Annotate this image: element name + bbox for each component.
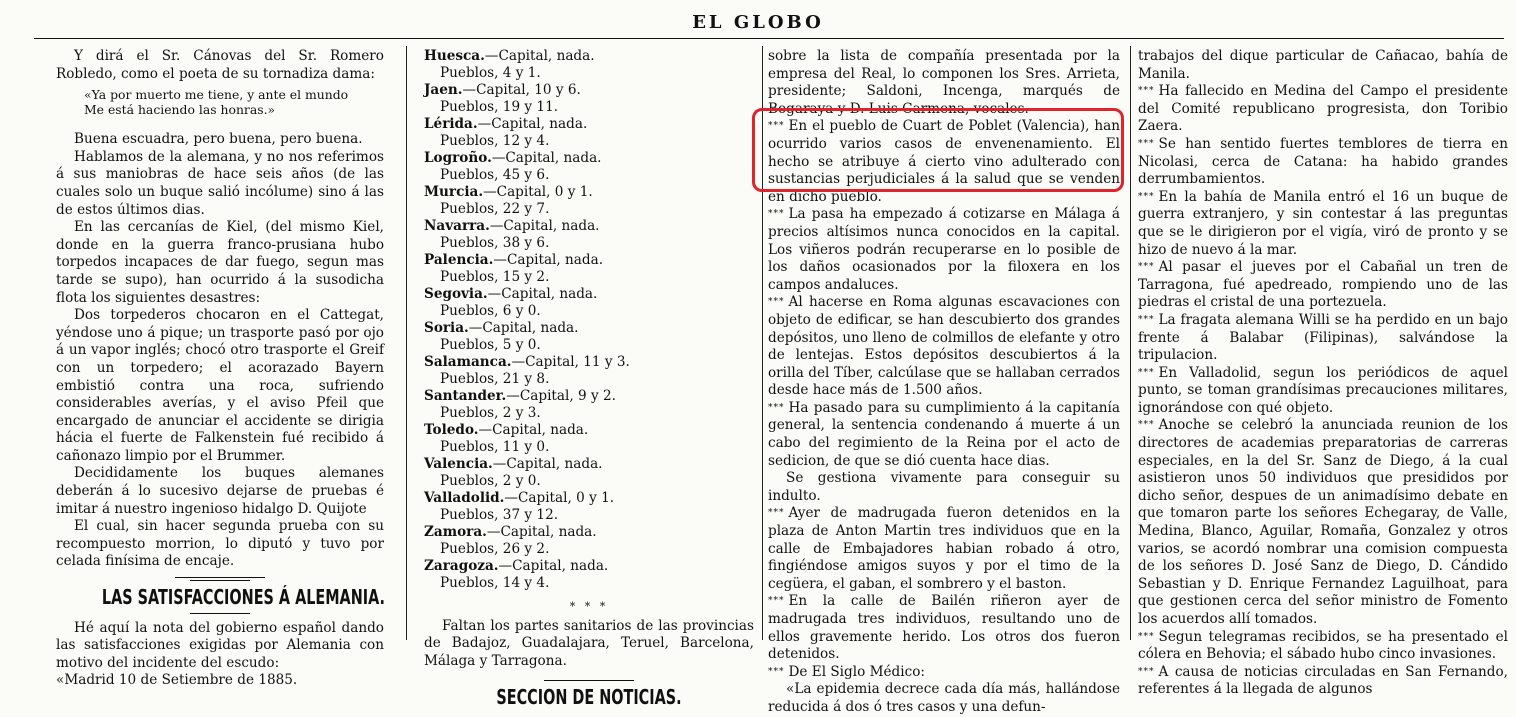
province-capital: —Capital, 0 y 1. <box>504 490 615 506</box>
dateline: «Madrid 10 de Setiembre de 1885. <box>56 672 298 689</box>
province-name: Valladolid. <box>424 490 505 506</box>
separator <box>544 680 634 681</box>
province-pueblos: Pueblos, 19 y 11. <box>440 99 559 115</box>
province-name: Palencia. <box>424 252 494 268</box>
province-entry <box>424 48 754 82</box>
province-entry <box>424 320 754 354</box>
province-name: Navarra. <box>424 218 490 234</box>
province-name: Huesca. <box>424 48 485 64</box>
province-name: Soria. <box>424 320 469 336</box>
province-pueblos: Pueblos, 15 y 2. <box>440 269 550 285</box>
masthead: EL GLOBO <box>692 12 824 33</box>
paragraph: «La epidemia decrece cada día más, hallándose reducida á dos ó tres casos y una defun- <box>768 681 1120 715</box>
paragraph: Decididamente los buques alemanes deberán á lo sucesivo dejarse de pruebas é imitar á nuestro ingenioso hidalgo D. Quijote <box>56 465 384 517</box>
province-name: Salamanca. <box>424 354 512 370</box>
province-name: Jaen. <box>424 82 463 98</box>
news-item: La pasa ha empezado á cotizarse en Málaga á precios altísimos nunca conocidos en la capital. Los viñeros podrán recuperarse en lo posible de los daños ocasionados por la filoxera en los campos andaluces. <box>768 206 1120 293</box>
asterism-icon: *** <box>1138 631 1155 642</box>
province-entry <box>424 422 754 456</box>
province-capital: —Capital, nada. <box>468 320 579 336</box>
province-entry <box>424 490 754 524</box>
verse-line: «Ya por muerto me tiene, y ante el mundo <box>84 87 349 103</box>
column-2 <box>424 48 754 710</box>
province-name: Logroño. <box>424 150 492 166</box>
column-rule <box>406 46 407 640</box>
province-capital: —Capital, nada. <box>498 558 609 574</box>
section-headline: SECCION DE NOTICIAS. <box>496 685 682 710</box>
paragraph: Se gestiona vivamente para conseguir su indulto. <box>768 470 1120 504</box>
province-pueblos: Pueblos, 12 y 4. <box>440 133 550 149</box>
province-pueblos: Pueblos, 45 y 6. <box>440 167 550 183</box>
news-item: Ayer de madrugada fueron detenidos en la plaza de Anton Martin tres individuos que en la calle de Embajadores habian robado á otro, fingiéndose amigos suyos y por el timo de la cegüera, el gaban, el sombrero y el baston. <box>768 505 1120 592</box>
news-item: Anoche se celebró la anunciada reunion de los directores de academias preparatorias de carreras especiales, en la del Sr. Sanz de Diego, á la cual asistieron unos 50 individuos que presididos por dicho señor, despues de un animadísimo debate en que tomaron parte los señores Echegaray, de Valle, Medina, Blanco, Aguilar, Romaña, Gonzalez y otros varios, se acordó nombrar una comision compuesta de los señores D. José Sanz de Diego, D. Cándido Sebastian y D. Enrique Fernandez Laguilhoat, para que gestionen cerca del señor ministro de Fomento los acuerdos allí tomados. <box>1138 417 1508 627</box>
news-item: Se han sentido fuertes temblores de tierra en Nicolasi, cerca de Catana: ha habido grandes derrumbamientos. <box>1138 135 1508 188</box>
province-capital: —Capital, nada. <box>478 422 589 438</box>
asterism-icon: *** <box>768 121 785 132</box>
province-entry <box>424 456 754 490</box>
asterism-icon: *** <box>1138 138 1155 149</box>
province-entry <box>424 150 754 184</box>
province-capital: —Capital, 11 y 3. <box>511 354 630 370</box>
province-pueblos: Pueblos, 2 y 3. <box>440 405 541 421</box>
province-name: Toledo. <box>424 422 479 438</box>
news-item: A causa de noticias circuladas en San Fernando, referentes á la llegada de algunos <box>1138 663 1508 698</box>
province-capital: —Capital, nada. <box>477 116 588 132</box>
province-name: Zamora. <box>424 524 487 540</box>
province-pueblos: Pueblos, 4 y 1. <box>440 65 541 81</box>
paragraph: Dos torpederos chocaron en el Cattegat, yéndose uno á pique; un trasporte pasó por ojo á un vapor inglés; chocó otro trasporte el Greif con un torpedero; el acorazado Bayern embistió contra una roca, sufriendo considerables averías, y el aviso Pfeil que encargado de anunciar el accidente se dirigia hácia el fuerte de Falkenstein fué recibido á cañonazo limpio por el Brummer. <box>56 307 384 464</box>
province-pueblos: Pueblos, 21 y 8. <box>440 371 550 387</box>
asterism-icon: *** <box>1138 666 1155 677</box>
column-1 <box>56 48 385 689</box>
province-pueblos: Pueblos, 38 y 6. <box>440 235 550 251</box>
asterism-icon: *** <box>1138 262 1155 273</box>
highlight-box <box>752 108 1124 192</box>
province-capital: —Capital, nada. <box>486 524 597 540</box>
column-4 <box>1138 48 1508 698</box>
verse-quote <box>56 87 384 117</box>
province-entry <box>424 388 754 422</box>
paragraph: Faltan los partes sanitarios de las provincias de Badajoz, Guadalajara, Teruel, Barcelona, Málaga y Tarragona. <box>424 617 754 669</box>
province-pueblos: Pueblos, 14 y 4. <box>440 575 550 591</box>
asterism-icon: *** <box>768 297 785 308</box>
asterism-icon: *** <box>768 666 785 677</box>
province-capital: —Capital, nada. <box>487 286 598 302</box>
province-name: Segovia. <box>424 286 488 302</box>
province-entry <box>424 252 754 286</box>
province-pueblos: Pueblos, 22 y 7. <box>440 201 550 217</box>
province-capital: —Capital, nada. <box>492 456 603 472</box>
province-pueblos: Pueblos, 6 y 0. <box>440 303 541 319</box>
province-pueblos: Pueblos, 5 y 0. <box>440 337 541 353</box>
separator <box>190 580 250 581</box>
province-entry <box>424 354 754 388</box>
stars-separator: * * * <box>569 600 609 613</box>
separator <box>175 577 265 578</box>
news-item: En la bahía de Manila entró el 16 un buque de guerra extranjero, y sin contestar á las preguntas que se le dirigieron por el vigía, viró de pronto y se hizo de nuevo á la mar. <box>1138 188 1508 258</box>
asterism-icon: *** <box>768 402 785 413</box>
separator <box>190 613 250 614</box>
asterism-icon: *** <box>768 508 785 519</box>
province-entry <box>424 286 754 320</box>
province-pueblos: Pueblos, 2 y 0. <box>440 473 541 489</box>
province-capital: —Capital, 10 y 6. <box>462 82 581 98</box>
paragraph: En las cercanías de Kiel, (del mismo Kiel, donde en la guerra franco-prusiana hubo torpedos incapaces de dar fuego, segun mas tarde se supo), han ocurrido á la susodicha flota los siguientes desastres: <box>56 219 384 306</box>
news-item: En la calle de Bailén riñeron ayer de madrugada tres individuos, resultando uno de ellos gravemente herido. Los otros dos fueron detenidos. <box>768 593 1120 663</box>
asterism-icon: *** <box>1138 191 1155 202</box>
asterism-icon: *** <box>1138 367 1155 378</box>
paragraph: El cual, sin hacer segunda prueba con su recompuesto morrion, lo diputó y tuvo por celada finísima de encaje. <box>56 518 384 570</box>
news-item: En Valladolid, segun los periódicos de aquel punto, se toman grandísimas precauciones militares, ignorándose con qué objeto. <box>1138 364 1508 416</box>
asterism-icon: *** <box>1138 86 1155 97</box>
province-entry <box>424 558 754 592</box>
paragraph: Hé aquí la nota del gobierno español dando las satisfacciones exigidas por Alemania con motivo del incidente del escudo: <box>56 619 384 671</box>
province-report-list <box>424 48 754 592</box>
asterism-icon: *** <box>1138 314 1155 325</box>
asterism-icon: *** <box>768 209 785 220</box>
section-headline: LAS SATISFACCIONES Á ALEMANIA. <box>101 585 385 610</box>
province-entry <box>424 218 754 252</box>
province-pueblos: Pueblos, 37 y 12. <box>440 507 559 523</box>
province-name: Zaragoza. <box>424 558 499 574</box>
province-pueblos: Pueblos, 26 y 2. <box>440 541 550 557</box>
news-item: Ha fallecido en Medina del Campo el presidente del Comité republicano progresista, don Toribio Zaera. <box>1138 83 1508 135</box>
news-item: En el pueblo de Cuart de Poblet (Valencia), han ocurrido varios casos de envenenamiento. El hecho se atribuye á cierto vino adulterado con sustancias perjudiciales á la salud que se venden en dicho pueblo. <box>768 118 1120 205</box>
province-entry <box>424 524 754 558</box>
news-item: La fragata alemana Willi se ha perdido en un bajo frente á Balabar (Filipinas), salvándose la tripulacion. <box>1138 311 1508 364</box>
column-rule <box>1130 46 1131 640</box>
news-item: Al pasar el jueves por el Cabañal un tren de Tarragona, fué apedreado, rompiendo uno de las piedras el cristal de una portezuela. <box>1138 259 1508 311</box>
province-name: Murcia. <box>424 184 484 200</box>
news-item: Ha pasado para su cumplimiento á la capitanía general, la sentencia condenando á muerte á un cabo del regimiento de la Reina por el acto de sedicion, de que se dió cuenta hace dias. <box>768 399 1120 469</box>
paragraph: Y dirá el Sr. Cánovas del Sr. Romero Robledo, como el poeta de su tornadiza dama: <box>56 48 384 82</box>
province-capital: —Capital, 9 y 2. <box>506 388 616 404</box>
asterism-icon: *** <box>768 596 785 607</box>
province-entry <box>424 116 754 150</box>
paragraph: trabajos del dique particular de Cañacao, bahía de Manila. <box>1138 48 1508 82</box>
province-entry <box>424 82 754 116</box>
paragraph: Hablamos de la alemana, y no nos referimos á sus maniobras de hace seis años (de las cuales solo un buque salió incólume) sino á las de estos últimos dias. <box>56 148 384 218</box>
province-name: Valencia. <box>424 456 493 472</box>
paragraph: sobre la lista de compañía presentada por la empresa del Real, lo componen los Sres. Arrieta, presidente; Saldoni, Incenga, marqués de Bogaraya y D. Luis Carmena, vocales. <box>768 48 1120 117</box>
province-capital: —Capital, nada. <box>489 218 600 234</box>
province-entry <box>424 184 754 218</box>
province-name: Santander. <box>424 388 507 404</box>
province-capital: —Capital, nada. <box>491 150 602 166</box>
paragraph: Buena escuadra, pero buena, pero buena. <box>74 131 363 148</box>
province-capital: —Capital, nada. <box>493 252 604 268</box>
province-capital: —Capital, nada. <box>484 48 595 64</box>
news-item: Segun telegramas recibidos, se ha presentado el cólera en Behovia; el sábado hubo cinco invasiones. <box>1138 628 1508 663</box>
province-pueblos: Pueblos, 11 y 0. <box>440 439 550 455</box>
asterism-icon: *** <box>1138 420 1155 431</box>
province-capital: —Capital, 0 y 1. <box>483 184 593 200</box>
top-rule <box>34 38 1504 39</box>
province-name: Lérida. <box>424 116 478 132</box>
verse-line: Me está haciendo las honras.» <box>84 102 276 118</box>
news-item: Al hacerse en Roma algunas escavaciones con objeto de edificar, se han descubierto dos grandes depósitos, uno lleno de colmillos de elefante y otro de lentejas. Estos depósitos descubiertos á la orilla del Tíber, calcúlase que se hallaban cerrados desde hace más de 1.500 años. <box>768 294 1120 399</box>
news-item: De El Siglo Médico: <box>788 663 925 680</box>
